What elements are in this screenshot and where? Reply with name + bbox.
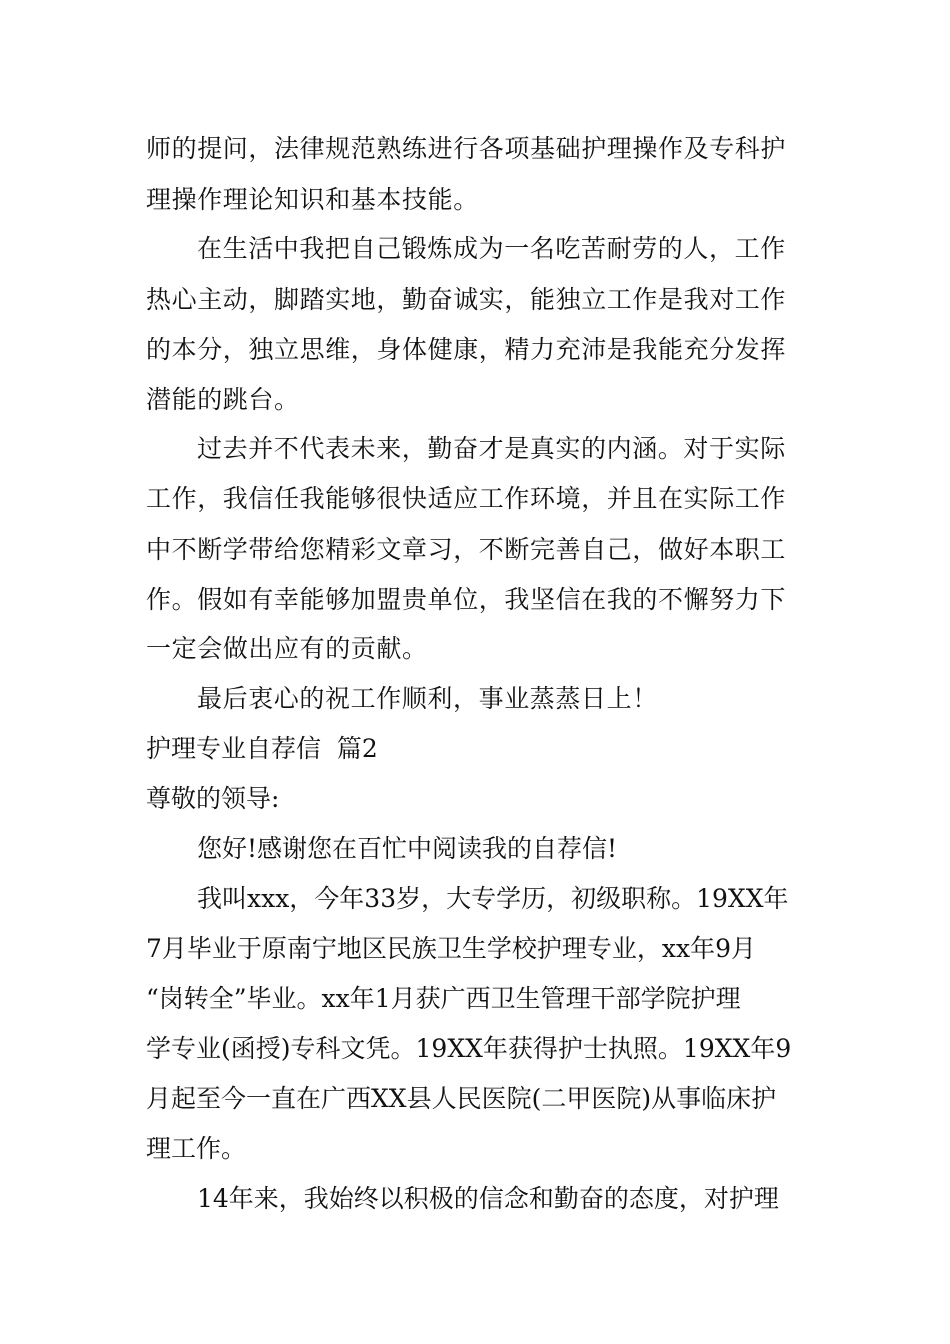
paragraph-line: 在生活中我把自己锻炼成为一名吃苦耐劳的人，工作 bbox=[197, 234, 786, 263]
paragraph-line: 理操作理论知识和基本技能。 bbox=[146, 185, 479, 214]
paragraph-line: 工作，我信任我能够很快适应工作环境，并且在实际工作 bbox=[146, 484, 787, 513]
paragraph-line: 月起至今一直在广西XX县人民医院(二甲医院)从事临床护 bbox=[146, 1084, 777, 1113]
paragraph-line: 的本分，独立思维，身体健康，精力充沛是我能充分发挥 bbox=[146, 335, 787, 364]
paragraph-line: 14年来，我始终以积极的信念和勤奋的态度，对护理 bbox=[197, 1184, 779, 1213]
paragraph-line: 师的提问，法律规范熟练进行各项基础护理操作及专科护 bbox=[146, 134, 787, 163]
closing-line: 最后衷心的祝工作顺利，事业蒸蒸日上！ bbox=[197, 684, 658, 713]
paragraph-line: 学专业(函授)专科文凭。19XX年获得护士执照。19XX年9 bbox=[146, 1034, 792, 1063]
paragraph-line: 理工作。 bbox=[146, 1134, 247, 1163]
paragraph-line: 一定会做出应有的贡献。 bbox=[146, 634, 428, 663]
paragraph-line: 中不断学带给您精彩文章习，不断完善自己，做好本职工 bbox=[146, 535, 787, 564]
paragraph-line: 过去并不代表未来，勤奋才是真实的内涵。对于实际 bbox=[197, 434, 786, 463]
greeting-line: 您好!感谢您在百忙中阅读我的自荐信! bbox=[197, 834, 618, 863]
paragraph-line: “岗转全”毕业。xx年1月获广西卫生管理干部学院护理 bbox=[146, 984, 741, 1013]
salutation: 尊敬的领导: bbox=[146, 784, 280, 813]
paragraph-line: 我叫xxx，今年33岁，大专学历，初级职称。19XX年 bbox=[197, 884, 789, 913]
section-heading: 护理专业自荐信 篇2 bbox=[146, 734, 378, 763]
paragraph-line: 热心主动，脚踏实地，勤奋诚实，能独立工作是我对工作 bbox=[146, 285, 787, 314]
paragraph-line: 7月毕业于原南宁地区民族卫生学校护理专业，xx年9月 bbox=[146, 934, 757, 963]
paragraph-line: 作。假如有幸能够加盟贵单位，我坚信在我的不懈努力下 bbox=[146, 585, 787, 614]
paragraph-line: 潜能的跳台。 bbox=[146, 385, 300, 414]
